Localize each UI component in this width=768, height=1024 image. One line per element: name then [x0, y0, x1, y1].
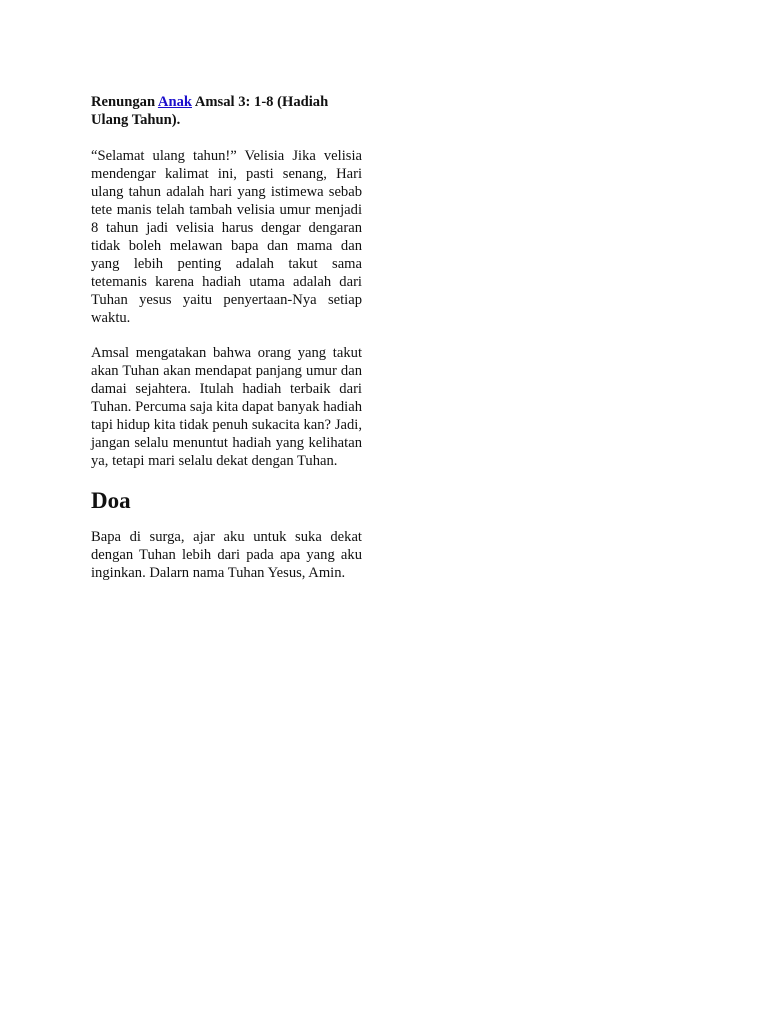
paragraph-2: Amsal mengatakan bahwa orang yang takut akan Tuhan akan mendapat panjang umur dan damai sejahtera. Itulah hadiah terbaik dari Tuhan. Percuma saja kita dapat banyak hadiah tapi hidup kita tidak penuh sukacita kan? Jadi, jangan selalu menuntut hadiah yang kelihatan ya, tetapi mari selalu dekat dengan Tuhan. [91, 345, 362, 469]
title-link-anak[interactable]: Anak [157, 94, 192, 110]
paragraph-1: “Selamat ulang tahun!” Velisia Jika velisia mendengar kalimat ini, pasti senang, Hari ulang tahun adalah hari yang istimewa sebab tete manis telah tambah velisia umur menjadi 8 tahun jadi velisia harus dengar dengaran tidak boleh melawan bapa dan mama dan yang lebih penting adalah takut sama tetemanis karena hadiah utama adalah dari Tuhan yesus yaitu penyertaan-Nya setiap waktu. [91, 148, 362, 326]
prayer-text: Bapa di surga, ajar aku untuk suka dekat dengan Tuhan lebih dari pada apa yang aku inginkan. Dalarn nama Tuhan Yesus, Amin. [91, 529, 362, 581]
title-suffix: Amsal 3: 1-8 (Hadiah Ulang Tahun). [91, 94, 329, 128]
title-prefix: Renungan [91, 94, 158, 110]
prayer-heading: Doa [91, 488, 131, 513]
document-content [91, 93, 362, 582]
document-title [91, 93, 362, 129]
